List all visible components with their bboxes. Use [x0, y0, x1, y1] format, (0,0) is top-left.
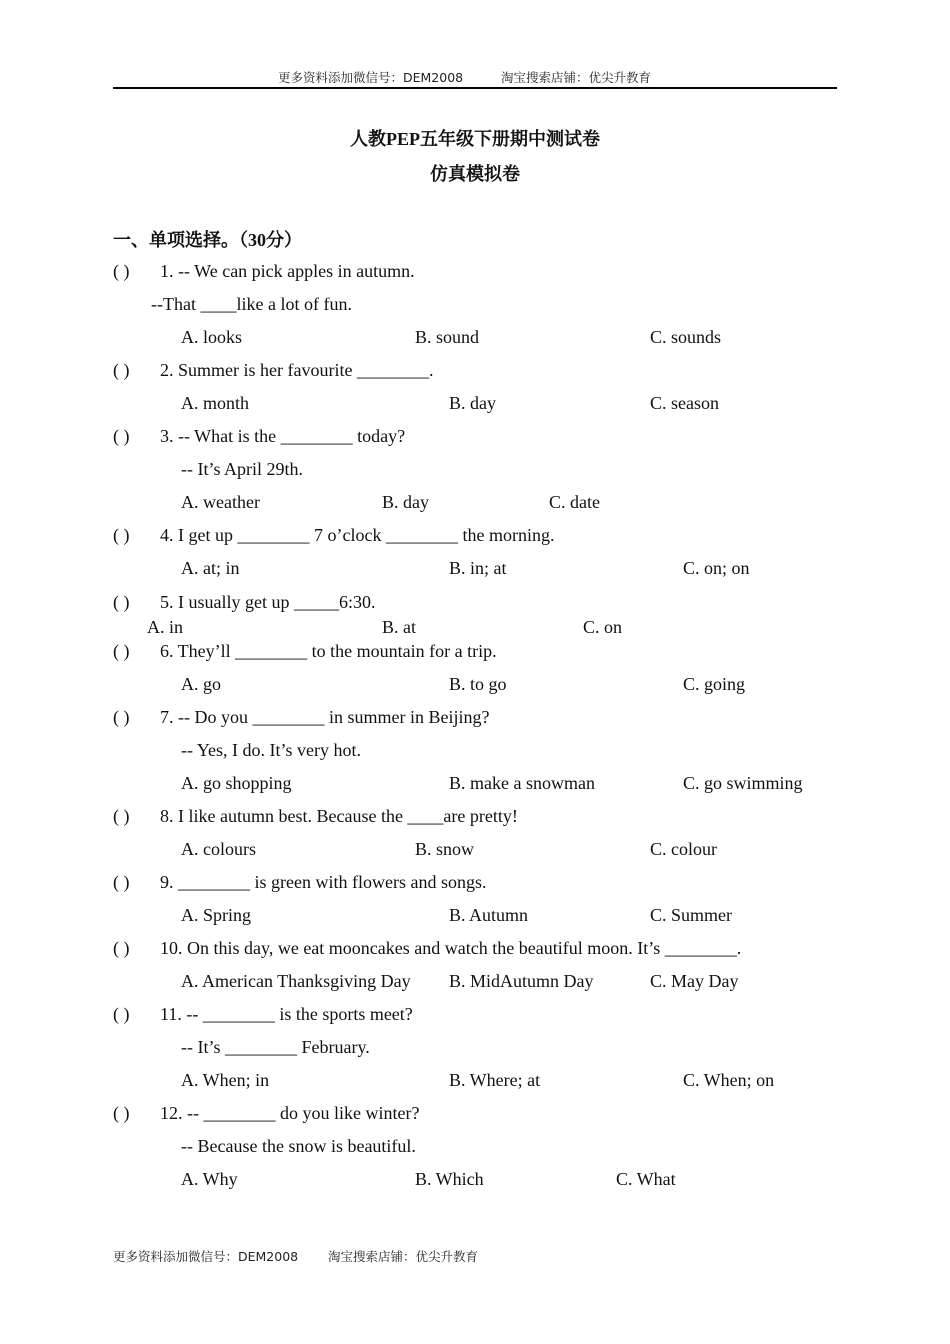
question-stem: 1. -- We can pick apples in autumn.	[160, 261, 415, 281]
page-title: 人教PEP五年级下册期中测试卷	[350, 129, 600, 149]
question-stem: 8. I like autumn best. Because the ____are pretty!	[160, 806, 518, 826]
footer-contact: 更多资料添加微信号：DEM2008	[113, 1249, 299, 1264]
option-a[interactable]: A. month	[181, 393, 250, 413]
option-a[interactable]: A. When; in	[181, 1070, 270, 1090]
option-a[interactable]: A. Why	[181, 1169, 238, 1189]
option-c[interactable]: C. on; on	[683, 558, 750, 578]
answer-blank[interactable]: ( )	[113, 707, 130, 727]
question-sub: -- Yes, I do. It’s very hot.	[181, 740, 361, 760]
option-b[interactable]: B. in; at	[449, 558, 507, 578]
option-b[interactable]: B. snow	[415, 839, 475, 859]
option-a[interactable]: A. looks	[181, 327, 243, 347]
answer-blank[interactable]: ( )	[113, 525, 130, 545]
question-stem: 11. -- ________ is the sports meet?	[160, 1004, 413, 1024]
answer-blank[interactable]: ( )	[113, 938, 130, 958]
question-sub: -- Because the snow is beautiful.	[181, 1136, 416, 1156]
option-c[interactable]: C. going	[683, 674, 746, 694]
answer-blank[interactable]: ( )	[113, 592, 130, 612]
option-a[interactable]: A. go shopping	[181, 773, 292, 793]
answer-blank[interactable]: ( )	[113, 1103, 130, 1123]
option-b[interactable]: B. Where; at	[449, 1070, 541, 1090]
option-b[interactable]: B. Autumn	[449, 905, 529, 925]
option-a[interactable]: A. weather	[181, 492, 260, 512]
option-c[interactable]: C. on	[583, 617, 623, 637]
option-a[interactable]: A. colours	[181, 839, 256, 859]
option-b[interactable]: B. MidAutumn Day	[449, 971, 594, 991]
question-stem: 2. Summer is her favourite ________.	[160, 360, 434, 380]
option-c[interactable]: C. Summer	[650, 905, 733, 925]
question-stem: 12. -- ________ do you like winter?	[160, 1103, 420, 1123]
question-stem: 10. On this day, we eat mooncakes and watch the beautiful moon. It’s ________.	[160, 938, 742, 958]
header-shop: 淘宝搜索店铺：优尖升教育	[501, 70, 652, 85]
section-heading: 一、单项选择。（30分）	[113, 230, 302, 250]
page-subtitle: 仿真模拟卷	[430, 164, 520, 184]
question-stem: 5. I usually get up _____6:30.	[160, 592, 376, 612]
answer-blank[interactable]: ( )	[113, 872, 130, 892]
question-stem: 6. They’ll ________ to the mountain for a trip.	[160, 641, 497, 661]
option-b[interactable]: B. to go	[449, 674, 507, 694]
answer-blank[interactable]: ( )	[113, 806, 130, 826]
question-stem: 9. ________ is green with flowers and songs.	[160, 872, 487, 892]
option-a[interactable]: A. go	[181, 674, 221, 694]
question-sub: -- It’s ________ February.	[181, 1037, 370, 1057]
option-b[interactable]: B. sound	[415, 327, 480, 347]
option-a[interactable]: A. at; in	[181, 558, 240, 578]
option-c[interactable]: C. sounds	[650, 327, 722, 347]
answer-blank[interactable]: ( )	[113, 261, 130, 281]
header-contact: 更多资料添加微信号：DEM2008	[278, 70, 464, 85]
option-c[interactable]: C. colour	[650, 839, 717, 859]
option-b[interactable]: B. Which	[415, 1169, 484, 1189]
option-c[interactable]: C. What	[616, 1169, 676, 1189]
answer-blank[interactable]: ( )	[113, 641, 130, 661]
option-b[interactable]: B. day	[449, 393, 496, 413]
option-b[interactable]: B. make a snowman	[449, 773, 595, 793]
option-c[interactable]: C. date	[549, 492, 600, 512]
option-a[interactable]: A. in	[147, 617, 183, 637]
option-c[interactable]: C. season	[650, 393, 719, 413]
question-stem: 3. -- What is the ________ today?	[160, 426, 406, 446]
option-b[interactable]: B. day	[382, 492, 429, 512]
option-c[interactable]: C. May Day	[650, 971, 739, 991]
answer-blank[interactable]: ( )	[113, 360, 130, 380]
option-a[interactable]: A. American Thanksgiving Day	[181, 971, 411, 991]
answer-blank[interactable]: ( )	[113, 1004, 130, 1024]
option-a[interactable]: A. Spring	[181, 905, 252, 925]
option-b[interactable]: B. at	[382, 617, 416, 637]
header-rule	[113, 87, 837, 89]
question-stem: 7. -- Do you ________ in summer in Beijing?	[160, 707, 490, 727]
option-c[interactable]: C. When; on	[683, 1070, 775, 1090]
question-sub: --That ____like a lot of fun.	[151, 294, 352, 314]
question-stem: 4. I get up ________ 7 o’clock ________ the morning.	[160, 525, 555, 545]
footer-shop: 淘宝搜索店铺：优尖升教育	[328, 1249, 479, 1264]
option-c[interactable]: C. go swimming	[683, 773, 803, 793]
question-sub: -- It’s April 29th.	[181, 459, 303, 479]
answer-blank[interactable]: ( )	[113, 426, 130, 446]
